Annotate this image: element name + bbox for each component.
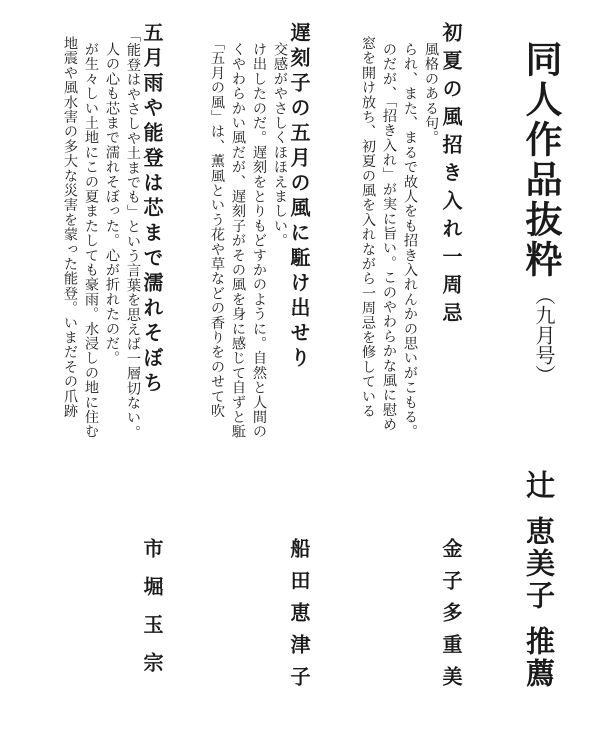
commentary-line: 地震や風水害の多大な災害を蒙った能登。いまだその爪跡: [62, 36, 78, 419]
recommender: [519, 470, 560, 690]
commentary-line: が生々しい土地にこの夏またしても豪雨。水浸しの地に住む: [83, 42, 99, 439]
haiku-text: 五月雨や能登は芯まで濡れそぼち: [140, 22, 164, 397]
commentary-line: られ、また、まるで故人をも招き入れんかの思いがこもる。: [402, 42, 418, 439]
commentary-line: くやわらかい風だが、遅刻子がその風を身に感じて自ずと駈: [230, 42, 246, 439]
commentary-line: 風格のある句。: [423, 42, 439, 145]
page-title: 同人作品抜粋: [519, 40, 563, 280]
recommender-role: 推薦: [522, 626, 556, 690]
haiku-text: 初夏の風招き入れ一周忌: [439, 22, 463, 330]
commentary-line: のだが、「招き入れ」が実に旨い。このやわらかな風に慰め: [381, 42, 397, 432]
commentary-line: 人の心も芯まで濡れそぼった。心が折れたのだ。: [104, 42, 120, 366]
commentary-line: 「能登はやさしや土までも」という言葉を思えば一層切ない。: [125, 28, 141, 440]
commentary-line: 窓を開け放ち、初夏の風を入れながら一周忌を修している: [360, 36, 376, 419]
recommender-surname: 辻: [522, 470, 556, 502]
commentary-line: け出したのだ。遅刻をとりもどすかのように。自然と人間の: [251, 42, 267, 439]
issue-label: （九月号）: [532, 285, 556, 385]
haiku-author: 金子多重美: [439, 538, 463, 698]
haiku-author: 船田恵津子: [287, 538, 311, 698]
commentary-line: 「五月の風」は、薫風という花や草などの香りをのせて吹: [209, 36, 225, 419]
haiku-author: 市堀玉宗: [140, 538, 164, 690]
haiku-text: 遅刻子の五月の風に駈け出せり: [287, 22, 311, 372]
recommender-given-name: 恵美子: [522, 516, 556, 612]
commentary-line: 交感がやさしくほほえましい。: [272, 42, 288, 248]
